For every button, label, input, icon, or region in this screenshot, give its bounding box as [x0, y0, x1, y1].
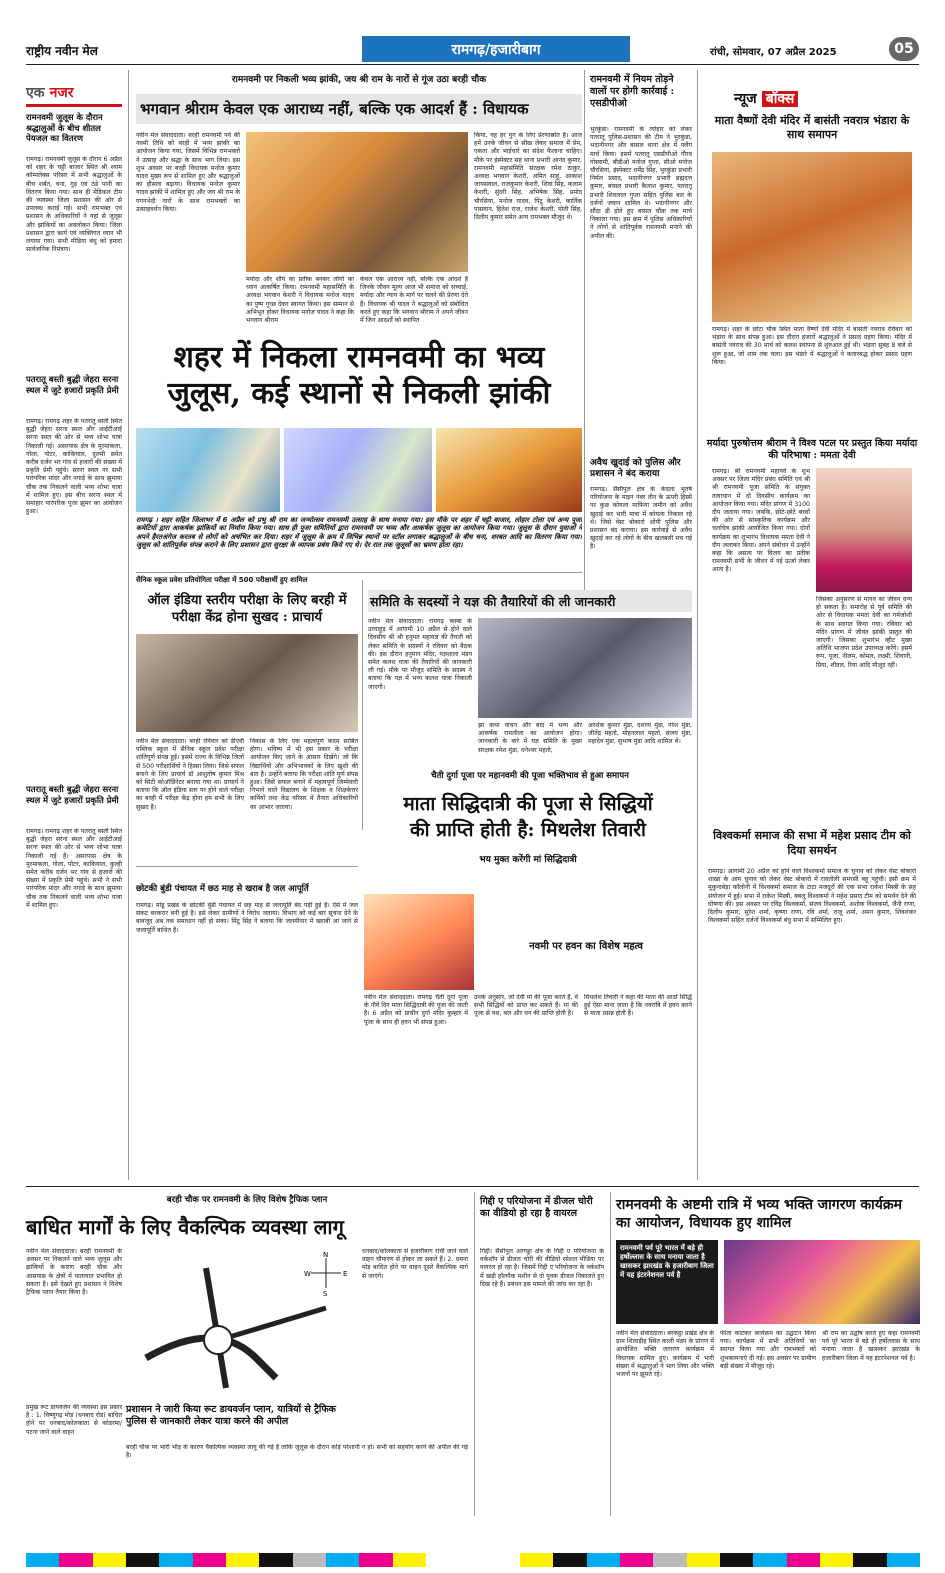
section-title: रामगढ़/हजारीबाग	[451, 42, 541, 58]
main-photo-1	[136, 428, 280, 512]
jagran-story	[616, 1196, 920, 1516]
ek-nazar-rule	[26, 104, 122, 107]
ek-nazar-column	[26, 82, 122, 1172]
ek-nazar-label: एक नजर	[26, 85, 74, 101]
vaishno-body: रामगढ़। शहर के छोटा चौक स्थित माता वैष्णों देवी मंदिर में बासंती नवरात्र रविवार को भंडारा के साथ संपन्न हुआ। इस दौरान हजारों श्रद्धालुओं ने प्रसाद ग्रहण किया। मंदिर में बासंती नवरात्र की 30 मार्च को कलश स्थापना से शुरुआत हुई थी। भंडारा सुबह 8 बजे से शुरू हुआ, जो शाम तक चला। इस भंडारे में श्रद्धालुओं ने कतारबद्ध होकर प्रसाद ग्रहण किया।	[712, 326, 912, 366]
vaishno-title: माता वैष्णों देवी मंदिर में बासंती नवरात्र भंडारा के साथ समापन	[714, 114, 910, 141]
samiti-body-3: अरशेक कुमार मुंडा, दशरथ मुंडा, नरेश मुंडा, जीतेंद्र महतो, मोहनलाल महतो, संजय मुंडा, महादेव मुंडा, सुभाष मुंडा आदि शामिल थे।	[588, 722, 692, 746]
siddhidatri-story	[364, 782, 692, 1182]
top-story-headline: भगवान श्रीराम केवल एक आराध्य नहीं, बल्कि एक आदर्श हैं : विधायक	[140, 100, 529, 118]
traffic-body-2: प्रमुख रूट डायवर्जन की व्यवस्था इस प्रकार है : 1. विष्णुगढ़ मोड़ (धनबाद रोड) बाधित होने पर धनबाद/कोलकाता से कोडरमा/पटना जाने वाले वाहन	[26, 1404, 122, 1436]
page-number: 05	[889, 37, 919, 61]
route-map-diagram	[126, 1248, 356, 1398]
siddhidatri-headline-2: की प्राप्ति होती है: मिथलेश तिवारी	[410, 819, 646, 841]
main-story	[136, 338, 582, 564]
durga-kicker: चैती दुर्गा पूजा पर महानवमी की पूजा भक्तिभाव से हुआ समापन	[431, 771, 629, 781]
samiti-photo	[478, 618, 692, 718]
compass-icon	[304, 1251, 347, 1298]
jagran-highlight: रामनवमी पर्व पूरे भारत में बड़े ही हर्षोल्लास के साथ मनाया जाता है खासकर झारखंड के हजारीबाग जिला में यह इंटरनेशनल पर्व है	[616, 1240, 718, 1324]
siddhidatri-subhead-2: नवमी पर हवन का विशेष महत्व	[529, 941, 643, 952]
brief-2-title: पतरातू बस्ती बुद्धी जेहरा सरना स्थल में जुटे हजारों प्रकृति प्रेमी	[26, 374, 119, 395]
traffic-col-3: बरही चौक पर भारी भीड़ के कारण वैकल्पिक व्यवस्था लागू की गई है ताकि जुलूस के दौरान कोई परेशानी न हो। सभी को सहयोग करने की अपील की गई है।	[126, 1444, 468, 1460]
brief-3-title: पतरातू बस्ती बुद्धी जेहरा सरना स्थल में जुटे हजारों प्रकृति प्रेमी	[26, 784, 119, 805]
traffic-kicker: बरही चौक पर रामनवमी के लिए विशेष ट्रैफिक प्लान	[166, 1195, 328, 1205]
mamta-portrait	[816, 468, 912, 592]
diesel-story	[480, 1196, 604, 1516]
traffic-story	[26, 1192, 468, 1516]
masthead	[26, 36, 919, 62]
chhath-body: रामगढ़। मांडू प्रखंड के छोटकी बुंडी पंचायत में छह माह से जलापूर्ति बंद पड़ी हुई है। ऐसे में जल संकट बरकरार बनी हुई है। इसे लेकर ग्रामीणों ने विरोध जताया। विभाग को कई बार सूचना देने के बावजूद अब तक समाधान नहीं हो सका। मिंटू सिंह ने बताया कि जलमीनार में खराबी आ जाने से जलापूर्ति बाधित है।	[136, 902, 358, 934]
main-headline-line-2: जुलूस, कई स्थानों से निकली झांकी	[167, 376, 551, 411]
sainik-col-2: विकास के लिए एक महत्वपूर्ण कदम साबित होगा। भविष्य में भी इस प्रकार के परीक्षा आयोजन किए जाने के आसार दिखेंगे। जो कि विद्यार्थियों और अभिभावकों के लिए खुशी की बात है। उन्होंने बताया कि परीक्षा शांति पूर्ण संपन्न हुआ। जिसे सफल बनाने में महत्वपूर्ण जिम्मेवारी निभाने वाले विद्यालय के शिक्षक व शिक्षकेत्तर कर्मियों तथा केंद्र परिसर में तैनात अधिकारियों का आभार जताया।	[250, 738, 358, 811]
mamta-title: मर्यादा पुरुषोत्तम श्रीराम ने विश्व पटल पर प्रस्तुत किया मर्यादा की परिभाषा : ममता देवी	[706, 438, 918, 461]
siddhidatri-col-2: उनके अनुसार, जो देवी मां की पूजा करते हैं, वे सभी सिद्धियों को प्राप्त कर सकते हैं। मां की पूजा से यश, बल और धन की प्राप्ति होती है।	[474, 994, 578, 1018]
brief-3-body: रामगढ़। रामगढ़ शहर के पतरातू बस्ती स्थित बुद्धी जेहरा सरना स्थल और आईटीआई सरना स्थल की ओर से भव्य शोभा यात्रा निकाली गई है। असरपास क्षेत्र के मुरमाकला, गोला, पोटर, काकियाल, कुल्ही समेत करीब दर्जन भर गांव से हजारों की संख्या में प्रकृति प्रेमी पहुंचे। सभी ने सभी पारंपरिक मांदर और नगाड़े के साथ झुमाया चौक तक निकलने वाली भव्य शोभा यात्रा में शामिल हुए।	[26, 828, 122, 909]
traffic-headline: बाधित मार्गों के लिए वैकल्पिक व्यवस्था लागू	[26, 1215, 344, 1239]
svg-text:W: W	[304, 1270, 311, 1278]
vishwakarma-title: विश्वकर्मा समाज की सभा में महेश प्रसाद टीम को दिया समर्थन	[713, 829, 911, 857]
illegal-mining-title: अवैध खुदाई को पुलिस और प्रशासन ने बंद कराया	[590, 458, 681, 479]
siddhidatri-headline-1: माता सिद्धिदात्री की पूजा से सिद्धियों	[403, 793, 653, 815]
traffic-body: नवीन मेल संवाददाता। बरही रामनवमी के अवसर पर निकलने वाले भव्य जुलूस और झांकियों के कारण बरही चौक और आसपास के क्षेत्रों में यातायात प्रभावित हो सकता है। इसे देखते हुए प्रशासन ने विशेष ट्रैफिक प्लान तैयार किया है।	[26, 1248, 122, 1297]
top-story-kicker: रामनवमी पर निकली भव्य झांकी, जय श्री राम के नारों से गूंज उठा बरही चौक	[231, 75, 487, 85]
mamta-body: रामगढ़। श्री रामनवमी महापर्व के शुभ अवसर पर जिला मंदिर प्रबंध समिति एवं श्री श्री रामनवमी पूजा समिति के संयुक्त तत्वाधान में दो दिवसीय कार्यक्रम का आयोजन किया गया। मंदिर प्रांगण में 3100 दीप जलाया गया। जबकि, छोटे-छोटे बच्चों की ओर से सांस्कृतिक कार्यक्रम और चलचित्र झांकी आयोजित किया गया। दोनों कार्यक्रम का शुभारंभ विधायक ममता देवी ने दीप जलाकर किया। अपने संबोधन में उन्होंने कहा कि असत्य पर विजय का प्रतीक रामनवमी सभी के जीवन में नई ऊर्जा लेकर आता है।	[712, 468, 810, 574]
traffic-subhead: प्रशासन ने जारी किया रूट डायवर्जन प्लान, यात्रियों से ट्रैफिक पुलिस से जानकारी लेकर यात्रा करने की अपील	[126, 1404, 336, 1427]
siddhidatri-col-1: नवीन मेल संवाददाता। रामगढ़ चैती दुर्गा पूजा के नौवें दिन माता सिद्धिदात्री की पूजा की जाती है। 6 अप्रैल को प्राचीन दुर्गा मंदिर कुम्हार में पूजा के साथ ही हवन भी संपन्न हुआ।	[364, 994, 468, 1026]
samiti-body: नवीन मेल संवाददाता। रामगढ़ कस्बा के उरवाहुड़ में आगामी 10 अप्रैल से होने वाले दिवसीय श्री श्री हनुमत महायज्ञ की तैयारी को लेकर समिति के सदस्यों ने रविवार को बैठक की। इस दौरान हनुमान मंदिर, यज्ञशाला मंडप समेत कलश यात्रा की तैयारियों की जानकारी ली गई। मौके पर मौजूद समिति के सदस्य ने बताया कि यज्ञ में भव्य कलश यात्रा निकाली जाएगी।	[368, 618, 472, 691]
right-column	[590, 74, 692, 578]
chhath-headline: छोटकी बुंडी पंचायत में छठ माह से खराब है जल आपूर्ति	[136, 884, 309, 894]
svg-text:S: S	[323, 1290, 328, 1298]
svg-text:N: N	[323, 1251, 329, 1259]
paper-name: राष्ट्रीय नवीन मेल	[26, 44, 98, 58]
color-registration-strip-left	[26, 1553, 426, 1567]
top-story-col-1: नवीन मेल संवाददाता। बरही रामनवमी पर्व की नवमी तिथि को बरही में भव्य झांकी का आयोजन किया गया, जिसमें विभिन्न रामभक्तों ने उत्साह और श्रद्धा के साथ भाग लिया। इस शुभ अवसर पर बरही विधायक मनोज कुमार यादव मुख्य रूप से शामिल हुए और श्रद्धालुओं का हौसला बढ़ाया। विधायक मनोज कुमार यादव झांकी में शामिल हुए और जय श्री राम के गगनभेदी नारों के साथ रामभक्तों का उत्साहवर्धन किया।	[136, 132, 240, 213]
jagran-photo	[724, 1240, 920, 1324]
sdpo-body: भुरकुंडा। रामनवमी के त्योहार को लेकर पतरातू पुलिस-प्रशासन की टीम ने भुरकुंडा, भदानीनगर और बासल थाना क्षेत्र में फ्लैग मार्च किया। इसमें पतरातू एसडीपीओ गौरव गोस्वामी, बीडीओ मनोज गुप्ता, सीओ मनोज चौरसिया, इंस्पेक्टर धर्मेंद्र सिंह, भुरकुंडा प्रभारी निर्मल प्रसाद, भदानीनगर प्रभारी ब्रह्मदत्त कुमार, बासल प्रभारी कैलाश कुमार, पतरातू प्रभारी शिवलाल गुप्ता सहित पुलिस बल के दर्जनों जवान शामिल थे। भदानीनगर और सौंदा डी होते हुए बासल चौक तक मार्च निकाला गया। इस क्रम में पुलिस अधिकारियों ने लोगों से शांतिपूर्वक रामनवमी मनाने की अपील की।	[590, 126, 692, 240]
dateline: रांची, सोमवार, 07 अप्रैल 2025	[710, 47, 837, 58]
samiti-headline: समिति के सदस्यों ने यज्ञ की तैयारियों की ली जानकारी	[370, 594, 616, 609]
sainik-photo	[136, 634, 358, 732]
main-photo-3	[436, 428, 582, 512]
sainik-headline: ऑल इंडिया स्तरीय परीक्षा के लिए बरही में परीक्षा केंद्र होना सुखद : प्राचार्य	[147, 593, 347, 625]
top-story	[136, 70, 582, 338]
mamta-body-2: जिसका अनुसरण से मानव का जीवन धन्य हो सकता है। समारोह से पूर्व समिति की ओर से विधायक ममता देवी का गर्मजोशी के साथ स्वागत किया गया। रविवार को मंदिर प्रांगण में जीवंत झांकी प्रस्तुत की जाएगी। जिसका शुभारंभ व्हीट मुख्य अतिथि भाजपा प्रदेश उपाध्यक्ष करेंगे। इसमें रूप, पूजा, नीलम, कोमल, लक्ष्मी, शिवानी, प्रिया, शीतल, रिया आदि मौजूद रहीं।	[816, 596, 912, 669]
jagran-body-3: श्री राम का उद्घोष करते हुए कहा रामनवमी पर्व पूरे भारत में बड़े ही हर्षोल्लास के साथ मनाया जाता है खासकर झारखंड के हजारीबाग जिला में यह इंटरनेशनल पर्व है।	[822, 1330, 920, 1362]
news-box	[704, 82, 920, 822]
top-story-photo	[246, 132, 468, 272]
route-map	[126, 1248, 356, 1398]
top-story-col-4: किया, वह हर युग के लिए प्रेरणास्रोत हैं। आज हमें उनके जीवन से सीख लेकर समाज में प्रेम, एकता और भाईचारे का संदेश फैलाना चाहिए। मौके पर इंस्पेक्टर सह थाना प्रभारी आनंद कुमार, रामनवमी महासमिति संरक्षक रमेश ठाकुर, अध्यक्ष भगवान केशरी, अमित साहू, आकाश जायसवाल, राजकुमार केशरी, शिवा सिंह, कलाम केशरी, सुंदरी सिंह, अभिषेक सिंह, प्रमोद चौरसिया, मनोज यादव, पिंटू केशरी, कार्तिक पासवान, हितेश राज, राजेश केशरी, मोती सिंह, दिलीप कुमार समेत अन्य रामभक्त मौजूद थे।	[474, 132, 582, 222]
diesel-title: गिद्दी ए परियोजना में डीजल चोरी का वीडियो हो रहा है वायरल	[480, 1196, 593, 1219]
vaishno-photo	[712, 152, 912, 322]
sainik-story	[136, 576, 358, 814]
brief-1-title: रामनवमी जुलूस के दौरान श्रद्धालुओं के बीच शीतल पेयजल का वितरण	[26, 112, 103, 143]
traffic-col-2: धनबाद/कोलकाता से हजारीबाग रांची जाने वाले वाहन चौपारण से होकर जा सकते हैं। 2. धमना मोड़ बाधित होने पर वाहन दूसरे वैकल्पिक मार्ग से जाएंगे।	[362, 1248, 468, 1280]
brief-1-body: रामगढ़। रामनवमी जुलूस के दौरान 6 अप्रैल को शहर के चट्टी बाजार स्थित श्री श्याम कॉम्पलेक्स परिसर में सभी श्रद्धालुओं के बीच शर्बत, चना, गुड़ एवं ठंडे पानी का वितरण किया गया। साथ ही मेडिकल टीम की व्यवस्था जिला प्रशासन की ओर से उपलब्ध कराई गई। सभी रामभक्त एवं प्रशासन के अधिकारियों ने यहां से जुलूस और झांकियों का अवलोकन किया। जिला प्रशासन द्वारा कार्य एवं व्यक्तिगत ध्यान भी लगाया गया। सभी मीडिया बंधु को हमारा सार्वजनिक निमंत्रण।	[26, 156, 122, 254]
jagran-headline: रामनवमी के अष्टमी रात्रि में भव्य भक्ति जागरण कार्यक्रम का आयोजन, विधायक हुए शामिल	[616, 1197, 903, 1231]
siddhidatri-photo	[364, 894, 474, 990]
samiti-body-2: झा कथा वाचन और बाद में भव्य और आकर्षक रामलीला का आयोजन होगा। जानकारी के बारे में यज्ञ समिति के मुख्य संरक्षक रमेश मुंडा, धनेश्वर महतो,	[478, 722, 582, 754]
svg-text:E: E	[343, 1270, 348, 1278]
main-photo-2	[284, 428, 432, 512]
siddhidatri-col-3: मिथलेश तिवारी ने कहा की माता की आठों सिद्धि हुई ऐसा माना जाता है कि नवरात्रि में हवन करने से माता प्रसन्न होती हैं।	[584, 994, 692, 1018]
top-story-col-3: केवल एक आराध्य नहीं, बल्कि एक आदर्श हैं जिनके जीवन मूल्य आज भी समाज को सच्चाई, मर्यादा और न्याय के मार्ग पर चलने की प्रेरणा देते हैं। विधायक श्री यादव ने श्रद्धालुओं को संबोधित करते हुए कहा कि भगवान श्रीराम ने अपने जीवन में जिन आदर्शों को स्थापित	[360, 276, 468, 325]
brief-2-body: रामगढ़। रामगढ़ शहर के पतरातू बस्ती स्थित बुद्धी जेहरा सरना स्थल और आईटीआई सरना स्थल की ओर से भव्य शोभा यात्रा निकाली गई। असरपास क्षेत्र के मुरमाकला, गोला, पोटर, काकियाल, दुलमी समेत करीब दर्जन भर गांव से हजारों की संख्या में प्रकृति प्रेमी पहुंचे। सरना स्थल पर सभी पारंपरिक मांदर और नगाड़े के साथ झुमाया चौक तक निकलने वाली भव्य शोभा यात्रा में शामिल हुए। इस बीच सरना स्थल में समाहार पारंपरिक पूजा झुमर का आयोजन हुआ।	[26, 418, 122, 516]
sainik-col-1: नवीन मेल संवाददाता। बरही रविवार को डीएवी पब्लिक स्कूल में सैनिक स्कूल प्रवेश परीक्षा शांतिपूर्ण संपन्न हुई। इसमें राज्य के विभिन्न जिलों से 500 परीक्षार्थियों ने हिस्सा लिया। जिसे सफल बनाने के लिए प्राचार्य डॉ आशुतोष कुमार मिश्र को सिटी कोऑर्डिनेटर बनाया गया था। प्राचार्य ने बताया कि ऑल इंडिया स्तर पर होने वाले परीक्षा का बरही में परीक्षा केंद्र होना हम सभी के लिए सुखद है।	[136, 738, 244, 811]
chhath-story	[136, 870, 358, 1180]
siddhidatri-subhead: भय मुक्त करेंगी मां सिद्धिदात्री	[479, 855, 577, 865]
sainik-kicker: सैनिक स्कूल प्रवेश प्रतियोगिता परीक्षा में 500 परीक्षार्थी हुए शामिल	[136, 576, 308, 584]
top-story-col-2: मर्यादा और शौर्य का प्रतीक बनकर लोगों का ध्यान आकर्षित किया। रामनवमी महासमिति के अध्यक्ष भगवान केशरी ने विधायक मनोज यादव का पुष्प गुच्छ देकर स्वागत किया। इस सम्मान से अभिभूत होकर विधायक मनोज यादव ने कहा कि भगवान श्रीराम	[246, 276, 354, 325]
color-registration-strip-right	[520, 1553, 920, 1567]
main-caption: रामगढ़ । शहर सहित जिलाभर में 6 अप्रैल को प्रभु श्री राम का जन्मोत्सव रामनवमी उत्साह के साथ मनाया गया। इस मौके पर शहर में चट्टी बाजार, लोहार टोला एवं अन्य पूजा कमेटियों द्वारा आकर्षक झांकियों का निर्माण किया गया। साथ ही पूजा समितियों द्वारा रामनवमी पर भव्य और आकर्षक जुलूस का आयोजन किया गया। जुलूस के दौरान युवाओं ने अपने हैरतअंगेज करतब से लोगों को अचंभित कर दिया। शहर में जुलूस के क्रम में विभिन्न स्थानों पर स्टॉल लगाकर श्रद्धालुओं के बीच चना, शरबत आदि का वितरण किया गया। जुलूस को शांतिपूर्वक संपन्न कराने के लिए प्रशासन द्वारा सुरक्षा के व्यापक प्रबंध किये गए थे। देर रात तक जुलूसों का भ्रमण होता रहा।	[136, 516, 582, 550]
sdpo-title: रामनवमी में नियम तोड़ने वालों पर होगी कार्रवाई : एसडीपीओ	[590, 74, 675, 109]
samiti-story	[368, 590, 692, 766]
main-headline-line-1: शहर में निकला रामनवमी का भव्य	[173, 340, 545, 375]
diesel-body: गिद्दी। सैंसीपुल अरगड्डा क्षेत्र के गिद्दी ए परियोजना के वर्कशॉप से डीजल चोरी की वीडियो सोशल मीडिया पर वायरल हो रहा है। जिसमें गिद्दी ए परियोजना के वर्कशॉप में खड़ी हॉलपैक मशीन से दो युवक डीजल निकालते हुए दिख रहे हैं। प्रबंधन इस मामले की जांच कर रहा है।	[480, 1248, 604, 1288]
vishwakarma-story	[704, 826, 920, 1180]
illegal-mining-body: रामगढ़। सैंसीपुल क्षेत्र के केदला भूतर्ष परियोजना के माइन नंबर तीन के ऊपरी हिस्से पर कुछ कोयला माफिया जमीन को अवैध खुदाई कर भारी मात्रा में कोयला निकाल रहे थे। जिसे वेस्ट बोकारो ओपी पुलिस और प्रशासन बंद कराया। इस कार्रवाई से अवैध खुदाई कर रहे लोगों के बीच खलबली मच गई है।	[590, 486, 692, 551]
jagran-body-2: फीता काटकर कार्यक्रम का उद्घाटन किया गया। कार्यक्रम में सभी अतिथियों का स्वागत किया गया और रामभक्तों को शुभकामनाएं दी गईं। इस अवसर पर ग्रामीण बड़ी संख्या में मौजूद रहे।	[720, 1330, 816, 1370]
vishwakarma-body: रामगढ़। आगामी 20 अप्रैल को होने वाले विश्वकर्मा समाज के चुनाव को लेकर वेस्ट बोकारो शाखा के आम चुनाव को लेकर वेस्ट बोकारो में रावतोली समरसी बहू पहुंची। इसी क्रम में मुकुन्दबेड़ा कॉलोनी में विश्वकर्मा समाज के टाटा मजदूरों की एक सभा राकेश मिस्त्री के सह संयोजन में हुई। सभा में राकेश मिस्त्री, बबलू विश्वकर्मा ने महेश प्रसाद टीम को समर्थन देने की घोषणा की। इस अवसर पर रविंद्र विश्वकर्मा, संजय विश्वकर्मा, अशोक विश्वकर्मा, जैनी राणा, दिलीप कुमार, सुरेश शर्मा, कृष्णा राणा, रवि शर्मा, राजू शर्मा, अमन कुमार, शिवशंकर विश्वकर्मा सहित दर्जनों विश्वकर्मा बंधु सभा में सम्मिलित हुए।	[708, 868, 916, 925]
jagran-body: नवीन मेल संवाददाता। बरकट्ठा प्रखंड क्षेत्र के ग्राम शिलाड़ीह स्थित काली मंडप के प्रांगण में आयोजित भक्ति जागरण कार्यक्रम में विधायक शामिल हुए। कार्यक्रम में भारी संख्या में श्रद्धालुओं ने भाग लिया और भक्ति भजनों पर झूमते रहे।	[616, 1330, 714, 1379]
news-box-label: न्यूज बॉक्स	[734, 88, 894, 110]
